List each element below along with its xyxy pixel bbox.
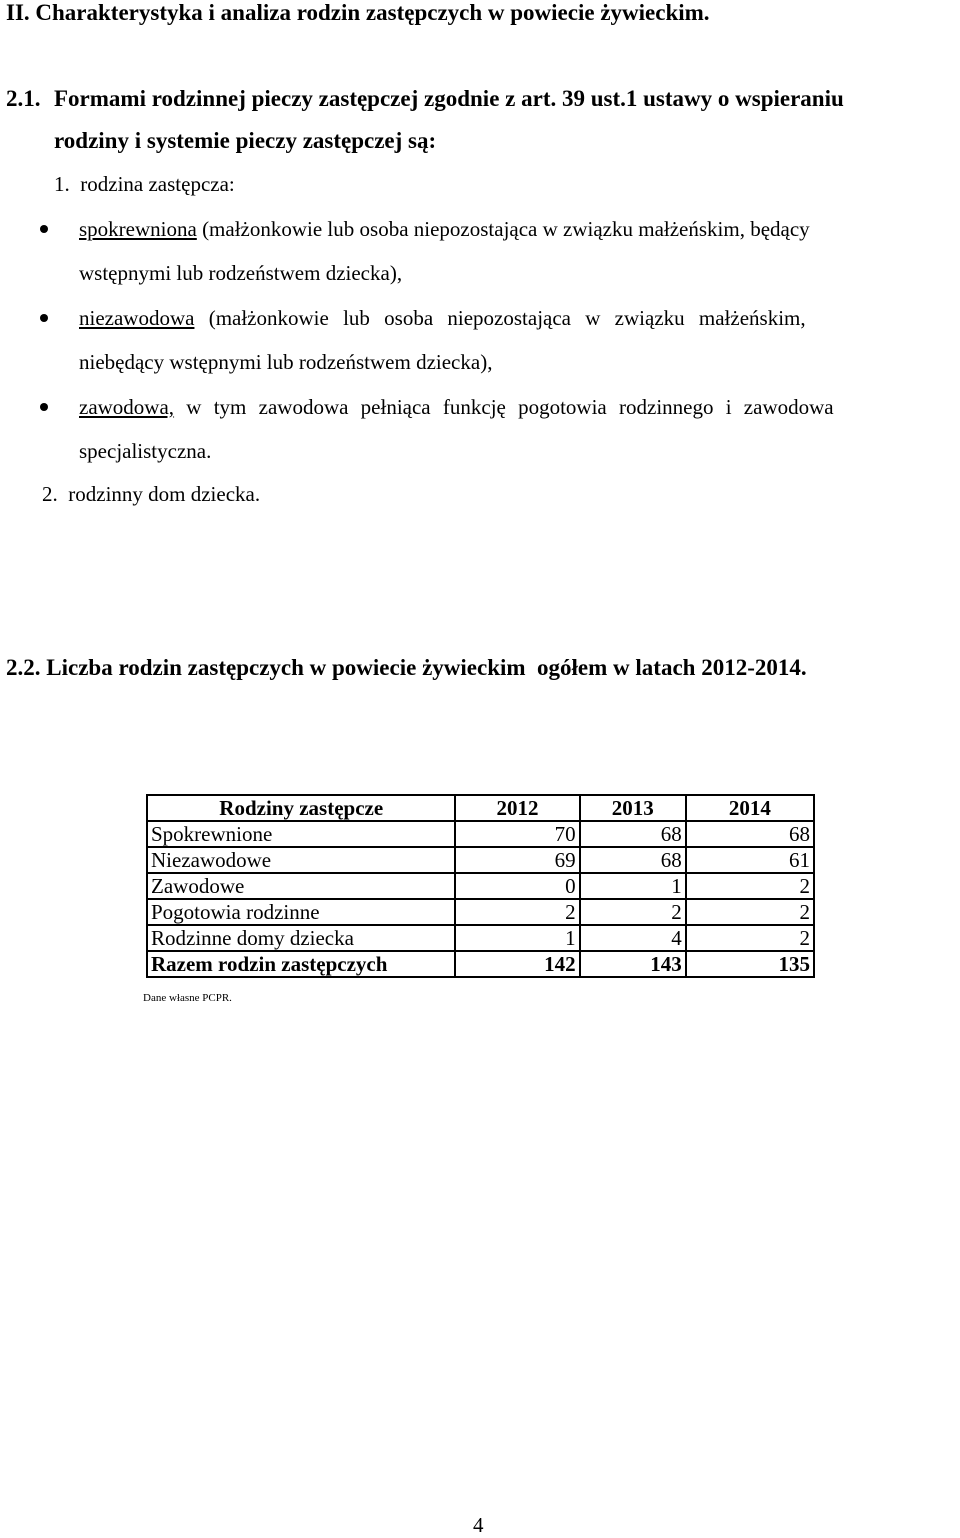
table-cell: 143 (580, 951, 686, 977)
table-cell: 68 (686, 821, 814, 847)
table-cell: 61 (686, 847, 814, 873)
table-cell: Spokrewnione (147, 821, 455, 847)
table-source-note: Dane własne PCPR. (143, 992, 232, 1004)
table-cell: 69 (455, 847, 579, 873)
table-row (147, 925, 814, 951)
section-number: 2.1. (6, 86, 41, 111)
bullet-3-line2: specjalistyczna. (79, 439, 212, 463)
bullet-1-line1 (79, 217, 810, 242)
table-header: Rodziny zastępcze (147, 795, 455, 821)
section-title-line2: rodziny i systemie pieczy zastępczej są: (54, 128, 437, 153)
table-cell: 135 (686, 951, 814, 977)
table-header: 2014 (686, 795, 814, 821)
bullet-2-term: niezawodowa (79, 306, 195, 330)
bullet-3-term: zawodowa, (79, 395, 175, 419)
table-cell: 2 (686, 925, 814, 951)
table-cell: 1 (455, 925, 579, 951)
bullet-3-desc: w tym zawodowa pełniąca funkcję pogotowia rodzinnego i zawodowa (174, 395, 834, 419)
bullet-dot (40, 225, 48, 233)
section-title-line1: Formami rodzinnej pieczy zastępczej zgodnie z art. 39 ust.1 ustawy o wspieraniu (54, 86, 844, 111)
table-cell: 2 (455, 899, 579, 925)
bullet-2-line2: niebędący wstępnymi lub rodzeństwem dziecka), (79, 350, 493, 374)
section-2-title: 2.2. Liczba rodzin zastępczych w powiecie żywieckim ogółem w latach 2012-2014. (6, 655, 807, 680)
table-cell: Pogotowia rodzinne (147, 899, 455, 925)
table-cell: 1 (580, 873, 686, 899)
table-row (147, 847, 814, 873)
table-header-row (147, 795, 814, 821)
table-cell: Zawodowe (147, 873, 455, 899)
table-cell: 68 (580, 847, 686, 873)
list-item-2: 2. rodzinny dom dziecka. (42, 482, 261, 506)
table-cell: 142 (455, 951, 579, 977)
bullet-1-line2: wstępnymi lub rodzeństwem dziecka), (79, 261, 403, 285)
bullet-3-line1 (79, 395, 834, 420)
table-header: 2012 (455, 795, 579, 821)
table-cell: 2 (686, 873, 814, 899)
table-cell: 0 (455, 873, 579, 899)
table-cell: 68 (580, 821, 686, 847)
bullet-1-desc: (małżonkowie lub osoba niepozostająca w związku małżeńskim, będący (196, 217, 810, 241)
table-cell: 70 (455, 821, 579, 847)
table-cell: Rodzinne domy dziecka (147, 925, 455, 951)
page-number: 4 (473, 1513, 484, 1537)
table-cell: 2 (580, 899, 686, 925)
bullet-dot (40, 314, 48, 322)
table-cell: Razem rodzin zastępczych (147, 951, 455, 977)
table-total-row (147, 951, 814, 977)
chapter-heading: II. Charakterystyka i analiza rodzin zastępczych w powiecie żywieckim. (6, 0, 710, 25)
bullet-1-term: spokrewniona (79, 217, 197, 241)
list-item-1: 1. rodzina zastępcza: (54, 172, 235, 196)
table-cell: Niezawodowe (147, 847, 455, 873)
table-cell: 4 (580, 925, 686, 951)
table-row (147, 899, 814, 925)
bullet-2-line1 (79, 306, 956, 331)
foster-families-table (146, 794, 815, 978)
bullet-dot (40, 403, 48, 411)
table-row (147, 873, 814, 899)
table-header: 2013 (580, 795, 686, 821)
bullet-2-desc: (małżonkowie lub osoba niepozostająca w związku małżeńskim, (194, 306, 806, 330)
table-cell: 2 (686, 899, 814, 925)
table-row (147, 821, 814, 847)
